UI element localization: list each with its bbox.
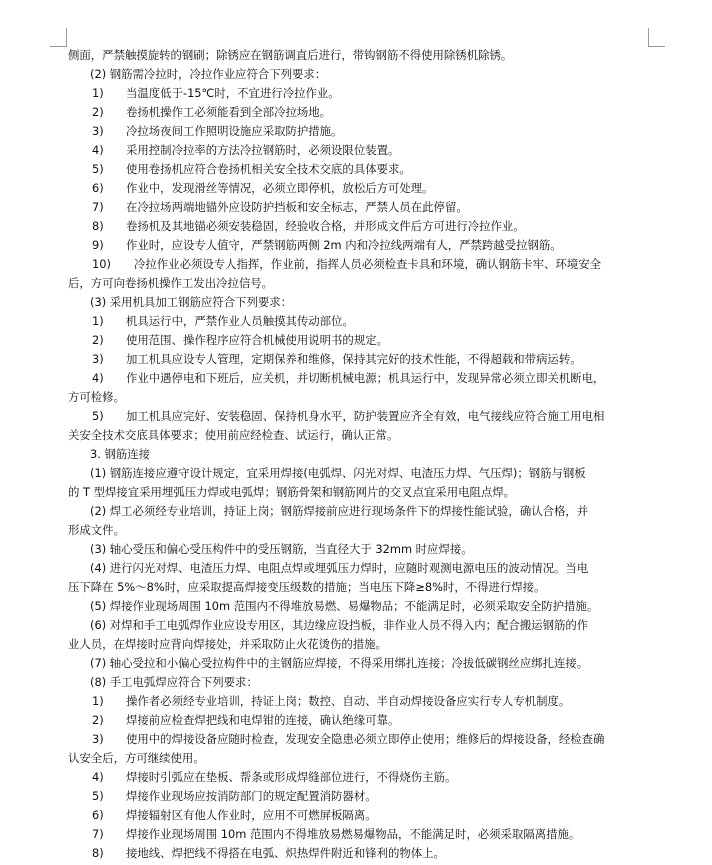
paragraph-line: (5) 焊接作业现场周围 10m 范围内不得堆放易燃、易爆物品；不能满足时，必须采取安全防护措施。	[90, 599, 599, 613]
list-item	[68, 768, 648, 787]
paragraph-line: 后，方可向卷扬机操作工发出冷拉信号。	[68, 276, 274, 290]
paragraph-line: 形成文件。	[68, 523, 125, 537]
paragraph-line: 的 T 型焊接宜采用埋弧压力焊或电弧焊；钢筋骨架和钢筋网片的交叉点宜采用电阻点焊。	[68, 485, 516, 499]
paragraph-line: (6) 对焊和手工电弧焊作业应设专用区，其边缘应设挡板，非作业人员不得入内；配合搬运钢筋的作	[90, 618, 589, 632]
list-number: 6)	[92, 181, 104, 195]
list-number: 2)	[92, 713, 104, 727]
list-item	[68, 730, 648, 749]
list-number: 1)	[92, 314, 104, 328]
paragraph-line: (2) 焊工必须经专业培训，持证上岗；钢筋焊接前应进行现场条件下的焊接性能试验，确认合格，并	[90, 504, 589, 518]
list-item-text: 焊接辐射区有他人作业时，应用不可燃屏板隔离。	[126, 808, 377, 822]
list-item-text: 使用范围、操作程序应符合机械使用说明书的规定。	[126, 333, 388, 347]
top-right-margin-mark	[648, 28, 665, 47]
list-item	[68, 350, 648, 369]
top-left-margin-mark	[50, 28, 67, 47]
list-item	[68, 312, 648, 331]
list-item	[68, 179, 648, 198]
paragraph-line: 业人员，在焊接时应背向焊接处，并采取防止火花烫伤的措施。	[68, 637, 387, 651]
list-number: 2)	[92, 105, 104, 119]
list-item	[68, 122, 648, 141]
list-number: 8)	[92, 219, 104, 233]
list-item	[68, 331, 648, 350]
document-body	[68, 46, 648, 863]
list-number: 2)	[92, 333, 104, 347]
list-item-text: 机具运行中，严禁作业人员触摸其传动部位。	[126, 314, 354, 328]
list-item-text: 焊接前应检查焊把线和电焊钳的连接，确认绝缘可靠。	[126, 713, 400, 727]
list-number: 5)	[92, 162, 104, 176]
paragraph-line: (4) 进行闪光对焊、电渣压力焊、电阻点焊或埋弧压力焊时，应随时观测电源电压的波动情况。当电	[90, 561, 589, 575]
section-heading: (3) 采用机具加工钢筋应符合下列要求：	[90, 295, 293, 309]
list-item	[68, 407, 648, 426]
list-number: 8)	[92, 846, 104, 860]
list-item-text: 焊接时引弧应在垫板、帮条或形成焊缝部位进行，不得烧伤主筋。	[126, 770, 457, 784]
list-item-text: 冷拉场夜间工作照明设施应采取防护措施。	[126, 124, 343, 138]
list-item	[68, 806, 648, 825]
list-item-text: 当温度低于-15℃时，不宜进行冷拉作业。	[126, 86, 340, 100]
list-number: 4)	[92, 143, 104, 157]
section-heading: (2) 钢筋需冷拉时，冷拉作业应符合下列要求：	[90, 67, 327, 81]
paragraph-line: (1) 钢筋连接应遵守设计规定，宜采用焊接(电弧焊、闪光对焊、电渣压力焊、气压焊)；钢筋与钢板	[90, 466, 586, 480]
list-number: 7)	[92, 200, 104, 214]
list-item-text: 采用控制冷拉率的方法冷拉钢筋时，必须设限位装置。	[126, 143, 400, 157]
list-item-text: 使用中的焊接设备应随时检查，发现安全隐患必须立即停止使用；维修后的焊接设备，经检查确	[126, 732, 605, 746]
list-item	[68, 844, 648, 863]
list-item-text: 作业中，发现滑丝等情况，必须立即停机，放松后方可处理。	[126, 181, 434, 195]
paragraph-line: 侧面，严禁触摸旋转的钢刷；除锈应在钢筋调直后进行，带钩钢筋不得使用除锈机除锈。	[68, 48, 513, 62]
list-item-text: 焊接作业现场周围 10m 范围内不得堆放易燃易爆物品，不能满足时，必须采取隔离措施。	[126, 827, 581, 841]
paragraph-line: 方可检修。	[68, 390, 125, 404]
paragraph-line: (3) 轴心受压和偏心受压构件中的受压钢筋，当直径大于 32mm 时应焊接。	[90, 542, 473, 556]
list-number: 4)	[92, 770, 104, 784]
paragraph-line: 关安全技术交底具体要求；使用前应经检查、试运行，确认正常。	[68, 428, 399, 442]
list-item	[68, 103, 648, 122]
list-number: 3)	[92, 732, 104, 746]
list-item	[68, 198, 648, 217]
list-item	[68, 84, 648, 103]
list-item	[68, 825, 648, 844]
paragraph-line: 认安全后，方可继续使用。	[68, 751, 205, 765]
list-number: 9)	[92, 238, 104, 252]
list-item-text: 加工机具应完好、安装稳固、保持机身水平，防护装置应齐全有效，电气接线应符合施工用电相	[126, 409, 605, 423]
list-item	[68, 787, 648, 806]
list-item-text: 作业中遇停电和下班后，应关机，并切断机械电源；机具运行中，发现异常必须立即关机断电，	[126, 371, 605, 385]
paragraph-line: 压下降在 5%～8%时，应采取提高焊接变压级数的措施；当电压下降≥8%时，不得进行焊接。	[68, 580, 546, 594]
list-item-text: 加工机具应设专人管理，定期保养和维修，保持其完好的技术性能，不得超载和带病运转。	[126, 352, 582, 366]
list-item	[68, 217, 648, 236]
list-item-text: 卷扬机及其地锚必须安装稳固，经验收合格，并形成文件后方可进行冷拉作业。	[126, 219, 525, 233]
list-item	[68, 255, 648, 274]
list-item	[68, 236, 648, 255]
list-item	[68, 711, 648, 730]
list-number: 4)	[92, 371, 104, 385]
list-item-text: 在冷拉场两端地锚外应设防护挡板和安全标志，严禁人员在此停留。	[126, 200, 468, 214]
list-item	[68, 160, 648, 179]
list-number: 3)	[92, 352, 104, 366]
list-number: 3)	[92, 124, 104, 138]
list-item-text: 冷拉作业必须设专人指挥，作业前，指挥人员必须检查卡具和环境，确认钢筋卡牢、环境安全	[134, 257, 602, 271]
list-number: 7)	[92, 827, 104, 841]
list-item-text: 焊接作业现场应按消防部门的规定配置消防器材。	[126, 789, 377, 803]
list-number: 6)	[92, 808, 104, 822]
list-item	[68, 141, 648, 160]
list-number: 1)	[92, 86, 104, 100]
list-item	[68, 369, 648, 388]
list-item-text: 接地线、焊把线不得搭在电弧、炽热焊件附近和锋利的物体上。	[126, 846, 445, 860]
list-number: 5)	[92, 409, 104, 423]
list-number: 1)	[92, 694, 104, 708]
list-item-text: 作业时，应设专人值守，严禁钢筋两侧 2m 内和冷拉线两端有人，严禁跨越受拉钢筋。	[126, 238, 562, 252]
section-heading: 3. 钢筋连接	[90, 447, 151, 461]
list-item-text: 操作者必须经专业培训，持证上岗；数控、自动、半自动焊接设备应实行专人专机制度。	[126, 694, 571, 708]
list-item-text: 使用卷扬机应符合卷扬机相关安全技术交底的具体要求。	[126, 162, 411, 176]
list-number: 5)	[92, 789, 104, 803]
paragraph-line: (7) 轴心受拉和小偏心受拉构件中的主钢筋应焊接，不得采用绑扎连接；冷拔低碳钢丝应绑扎连接。	[90, 656, 589, 670]
list-number: 10)	[92, 257, 111, 271]
list-item	[68, 692, 648, 711]
list-item-text: 卷扬机操作工必须能看到全部冷拉场地。	[126, 105, 332, 119]
section-heading: (8) 手工电弧焊应符合下列要求：	[90, 675, 258, 689]
